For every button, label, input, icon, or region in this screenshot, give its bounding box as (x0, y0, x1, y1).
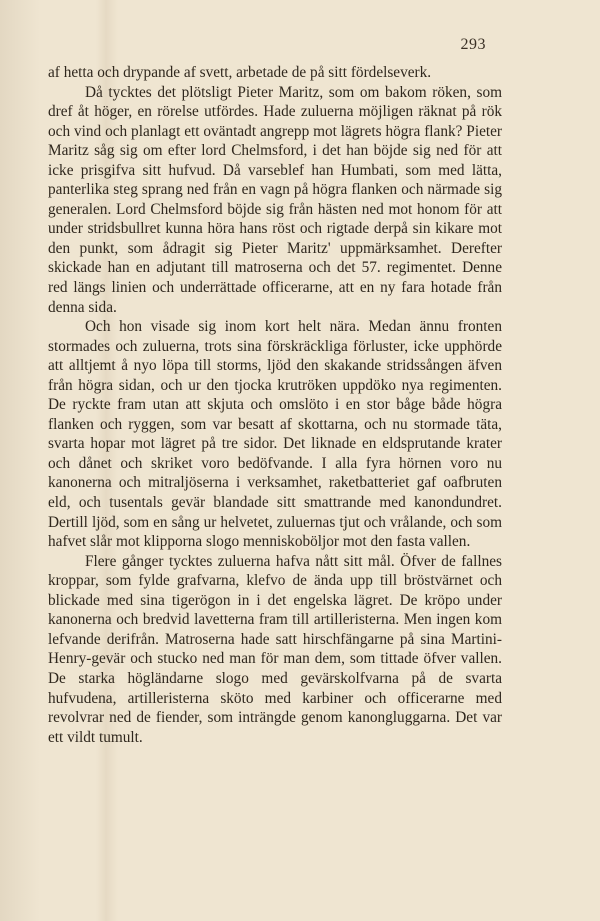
paragraph-2: Då tycktes det plötsligt Pieter Maritz, som om bakom röken, som dref åt höger, en rörelse utfördes. Hade zuluerna möjligen räknat på rök och vind och planlagt ett oväntadt angrepp mot lägrets högra flank? Pieter Maritz såg sig om efter lord Chelmsford, i det han böjde sig ned för att icke prisgifva sitt hufvud. Då varseblef han Humbati, som med lätta, panterlika steg sprang ned från en vagn på högra flanken och närmade sig generalen. Lord Chelmsford böjde sig från hästen ned mot honom för att under stridsbullret kunna höra hans röst och rigtade derpå sin kikare mot den punkt, som ådragit sig Pieter Maritz' uppmärksamhet. Derefter skickade han en adjutant till matroserna och det 57. regimentet. Denne red längs linien och underrättade officerarne, att en ny fara hotade från denna sida. (48, 83, 502, 316)
page-number: 293 (460, 36, 486, 53)
paragraph-1: af hetta och drypande af svett, arbetade de på sitt fördelseverk. (48, 64, 432, 81)
paragraph-4: Flere gånger tycktes zuluerna hafva nått sitt mål. Öfver de fallnes kroppar, som fylde grafvarna, klefvo de ända upp till bröstvärnet och blickade med sina tigerögon in i det engelska lägret. De kröpo under kanonerna och bredvid lavetterna fram till artilleristerna. Men ingen kom lefvande derifrån. Matroserna hade satt hirschfängarne på sina Martini-Henry-gevär och stucko ned man för man dem, som tittade öfver vallen. De starka högländarne slogo med gevärskolfvarna på de svarta hufvudena, artilleristerna sköto med karbiner och officerarne med revolvrar ned de fiender, som inträngde genom kanongluggarna. Det var ett vildt tumult. (48, 552, 502, 746)
body-text (48, 63, 502, 747)
paragraph-3: Och hon visade sig inom kort helt nära. Medan ännu fronten stormades och zuluerna, trots sina förskräckliga förluster, icke upphörde att alltjemt å nyo löpa till storms, ljöd den skakande stridssången äfven från högra sidan, och ur den tjocka krutröken uppdöko nya regimenten. De ryckte fram utan att skjuta och omslöto i en stor båge både högra flanken och ryggen, som var besatt af skottarna, och nu stormade täta, svarta hopar mot lägret på tre sidor. Det liknade en eldsprutande krater och dånet och skriket voro bedöfvande. I alla fyra hörnen voro nu kanonerna och mitraljöserna i verksamhet, raketbatteriet gaf oafbruten eld, och tusentals gevär blandade sitt smattrande med kanondundret. Dertill ljöd, som en sång ur helvetet, zuluernas tjut och vrålande, och som hafvet slår mot klipporna slogo menniskoböljor mot den fasta vallen. (48, 318, 502, 551)
